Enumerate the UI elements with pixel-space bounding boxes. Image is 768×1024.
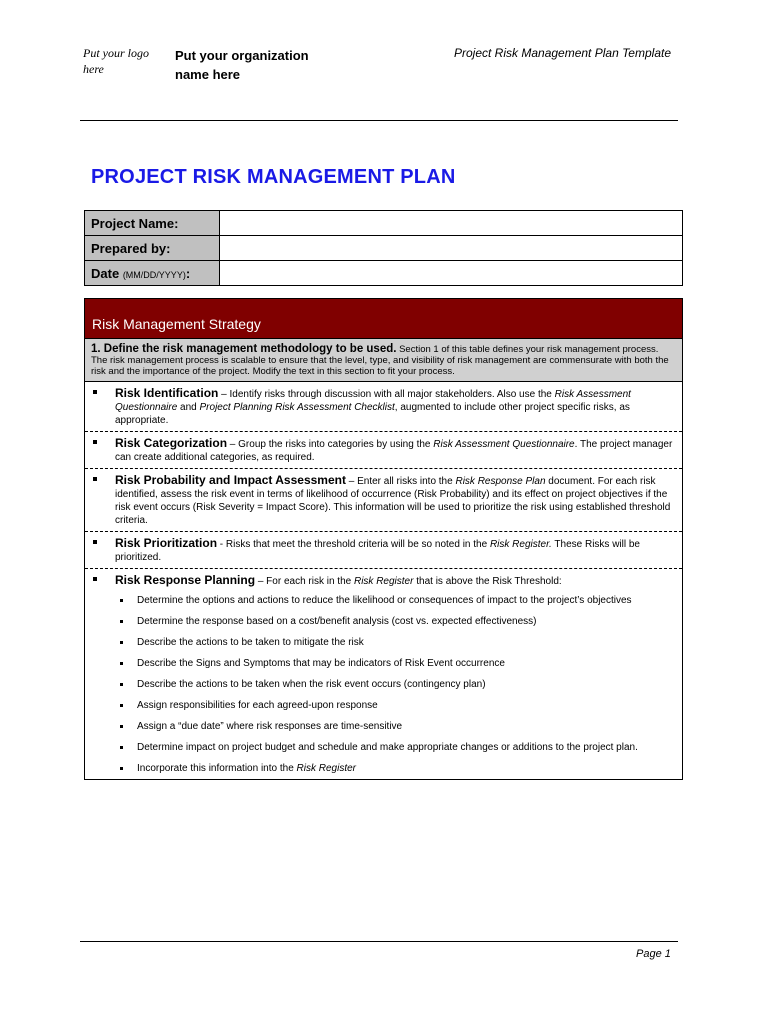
sub-bullet-icon [120,662,123,665]
date-field[interactable] [220,261,683,286]
sub-bullet-icon [120,704,123,707]
footer-divider [80,941,678,942]
row-text: . The project manager can create additional categories, as required. [115,439,673,463]
list-item-text: Assign a “due date” where risk responses are time-sensitive [137,721,403,732]
row-text: document. For each risk identified, assess the risk event in terms of likelihood of occurrence (Risk Probability) and its effect on project objectives if the risk event occurs (Risk Severity = Impact Score). This information will be used to prioritize the risk using established threshold criteria. [115,476,671,526]
page-title: PROJECT RISK MANAGEMENT PLAN [91,166,456,188]
list-item [137,699,676,712]
list-item-text: Assign responsibilities for each agreed-upon response [137,700,378,711]
sub-bullet-icon [120,725,123,728]
row-text: – Enter all risks into the [345,476,456,487]
term-risk-identification: Risk Identification [115,386,219,400]
risk-categorization-row [85,432,682,469]
risk-response-planning-row [85,569,682,779]
sub-bullet-icon [120,620,123,623]
sub-bullet-icon [120,599,123,602]
list-item [137,636,676,649]
bullet-icon [93,440,97,444]
step-1-instructions [85,339,682,382]
row-text: that is above the Risk Threshold: [413,576,562,587]
risk-identification-row [85,382,682,432]
row-text: and [177,402,200,413]
bullet-icon [93,577,97,581]
strategy-heading: Risk Management Strategy [85,299,682,339]
risk-probability-row [85,469,682,532]
prepared-by-field[interactable] [220,236,683,261]
row-italic-text: Risk Assessment Questionnaire [433,439,575,450]
risk-prioritization-row [85,532,682,569]
list-item-text: Determine impact on project budget and schedule and make appropriate changes or additions to the project plan. [137,742,638,753]
list-item-text: Incorporate this information into the [137,763,297,774]
header-divider [80,120,678,121]
list-item-italic-text: Risk Register [296,763,356,774]
date-format-hint: (MM/DD/YYYY) [122,269,186,280]
list-item-text: Describe the Signs and Symptoms that may be indicators of Risk Event occurrence [137,658,505,669]
project-name-field[interactable] [220,211,683,236]
organization-name: Put your organization name here [175,48,309,82]
row-italic-text: Project Planning Risk Assessment Checklist [199,402,395,413]
term-risk-categorization: Risk Categorization [115,436,228,450]
list-item-text: Describe the actions to be taken to mitigate the risk [137,637,364,648]
row-text: These Risks will be prioritized. [115,539,640,563]
row-text: – Identify risks through discussion with all major stakeholders. Also use the [218,389,555,400]
row-text: , augmented to include other project specific risks, as appropriate. [115,402,630,426]
list-item [137,657,676,670]
date-colon: : [185,265,191,281]
list-item [137,762,676,775]
bullet-icon [93,540,97,544]
sub-bullet-icon [120,746,123,749]
term-risk-response-planning: Risk Response Planning [115,573,256,587]
project-name-label: Project Name: [85,211,220,236]
bullet-icon [93,477,97,481]
list-item [137,741,676,754]
sub-bullet-icon [120,641,123,644]
list-item-text: Determine the response based on a cost/benefit analysis (cost vs. expected effectiveness) [137,616,537,627]
sub-bullet-icon [120,683,123,686]
project-info-table [84,210,683,286]
date-label: Date [91,265,120,281]
response-planning-list [115,594,676,775]
sub-bullet-icon [120,767,123,770]
row-text: – Group the risks into categories by using the [227,439,434,450]
step-1-title: 1. Define the risk management methodology to be used. [91,343,397,355]
risk-strategy-table [84,298,683,780]
row-italic-text: Risk Assessment Questionnaire [115,389,631,413]
list-item-text: Describe the actions to be taken when the risk event occurs (contingency plan) [137,679,486,690]
row-italic-text: Risk Response Plan [455,476,546,487]
step-1-text: Section 1 of this table defines your risk management process. The risk management process is scalable to ensure that the level, type, and visibility of risk management are commensurate with both the risk and the importance of the project. Modify the text in this section to fit your process. [91,344,669,377]
date-label-cell [85,261,220,286]
list-item [137,678,676,691]
bullet-icon [93,390,97,394]
list-item [137,720,676,733]
list-item [137,615,676,628]
page-number: Page 1 [636,948,671,960]
term-risk-probability: Risk Probability and Impact Assessment [115,473,346,487]
prepared-by-label: Prepared by: [85,236,220,261]
list-item [137,594,676,607]
document-template-title: Project Risk Management Plan Template [454,46,671,60]
row-text: - Risks that meet the threshold criteria will be so noted in the [217,539,490,550]
list-item-text: Determine the options and actions to reduce the likelihood or consequences of impact to the project’s objectives [137,595,632,606]
row-text: – For each risk in the [255,576,354,587]
row-italic-text: Risk Register. [489,539,552,550]
term-risk-prioritization: Risk Prioritization [115,536,218,550]
row-italic-text: Risk Register [353,576,414,587]
logo-placeholder: Put your logo here [83,46,149,76]
